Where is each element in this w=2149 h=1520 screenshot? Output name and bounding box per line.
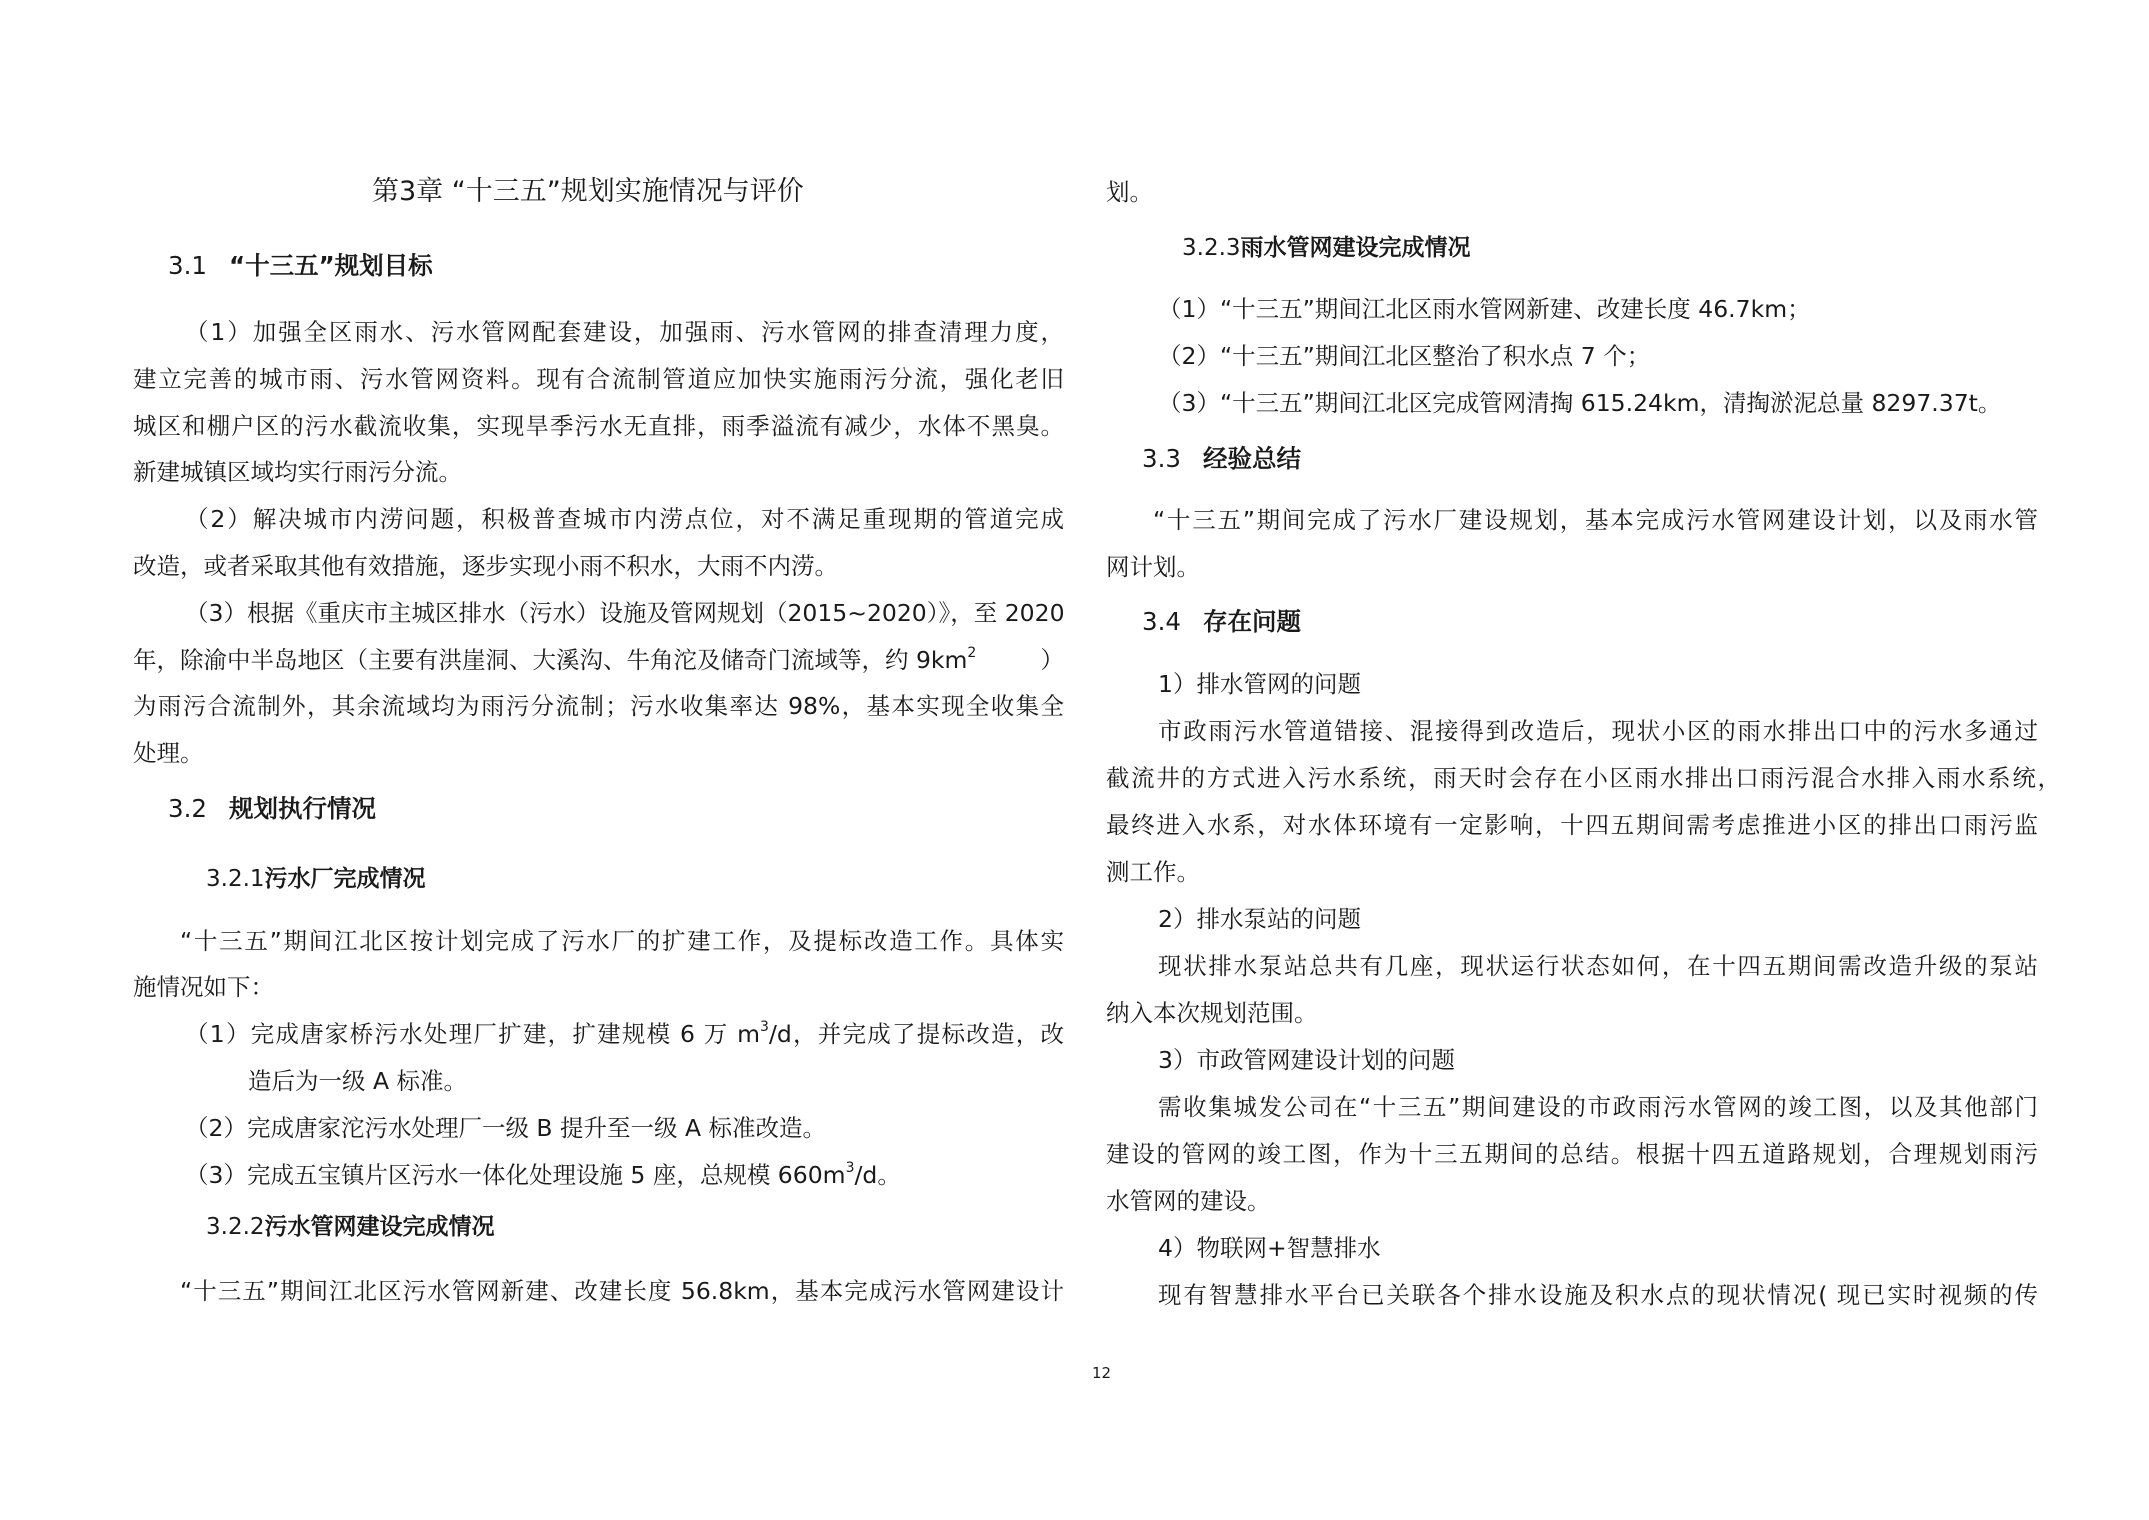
section-heading-3-1: [168, 250, 433, 282]
paragraph-line: 划。: [1106, 178, 1153, 206]
paragraph-line: 最终进入水系，对水体环境有一定影响，十四五期间需考虑推进小区的排出口雨污监: [1106, 811, 2038, 839]
paragraph-text: ）: [1040, 646, 1064, 674]
section-number: 3.2: [168, 794, 207, 823]
subsection-title: 雨水管网建设完成情况: [1240, 235, 1471, 261]
paragraph-line: “十三五”期间江北区污水管网新建、改建长度 56.8km，基本完成污水管网建设计: [180, 1277, 1064, 1305]
paragraph-line: 现有智慧排水平台已关联各个排水设施及积水点的现状情况( 现已实时视频的传: [1158, 1281, 2038, 1309]
problem-heading: 2）排水泵站的问题: [1158, 905, 1361, 933]
section-heading-3-2: [168, 793, 376, 825]
paragraph-line: （1）加强全区雨水、污水管网配套建设，加强雨、污水管网的排查清理力度，: [185, 318, 1064, 346]
paragraph-line: 纳入本次规划范围。: [1106, 999, 1318, 1027]
problem-heading: 4）物联网+智慧排水: [1158, 1234, 1381, 1262]
paragraph-line: 截流井的方式进入污水系统，雨天时会存在小区雨水排出口雨污混合水排入雨水系统，: [1106, 764, 2061, 792]
paragraph-line: “十三五”期间完成了污水厂建设规划，基本完成污水管网建设计划，以及雨水管: [1153, 506, 2038, 534]
section-title: 规划执行情况: [228, 794, 376, 823]
paragraph-line: 建立完善的城市雨、污水管网资料。现有合流制管道应加快实施雨污分流，强化老旧: [133, 365, 1064, 393]
paragraph-line: 现状排水泵站总共有几座，现状运行状态如何，在十四五期间需改造升级的泵站: [1158, 952, 2038, 980]
list-item: （2）完成唐家沱污水处理厂一级 B 提升至一级 A 标准改造。: [185, 1114, 827, 1142]
section-title: “十三五”规划目标: [228, 251, 433, 280]
list-item: （1）完成唐家桥污水处理厂扩建，扩建规模 6 万 $m^3/d$，并完成了提标改造，改: [185, 1019, 1064, 1048]
problem-heading: 3）市政管网建设计划的问题: [1158, 1046, 1455, 1074]
paragraph-line: 施情况如下：: [133, 973, 274, 1001]
problem-heading: 1）排水管网的问题: [1158, 670, 1361, 698]
paragraph-line: 处理。: [133, 739, 204, 767]
list-item: （3）完成五宝镇片区污水一体化处理设施 5 座，总规模 $660m^3/d$。: [185, 1160, 901, 1189]
superscript: 3: [760, 1019, 769, 1036]
list-item: 造后为一级 A 标准。: [248, 1067, 468, 1095]
paragraph-line: 建设的管网的竣工图，作为十三五期间的总结。根据十四五道路规划，合理规划雨污: [1106, 1140, 2038, 1168]
superscript: 3: [845, 1160, 855, 1177]
paragraph-line: 需收集城发公司在“十三五”期间建设的市政雨污水管网的竣工图，以及其他部门: [1158, 1093, 2038, 1121]
paragraph-line: 水管网的建设。: [1106, 1187, 1271, 1215]
subsection-number: 3.2.3: [1182, 235, 1241, 261]
section-title: 存在问题: [1202, 607, 1301, 636]
section-heading-3-4: [1142, 606, 1301, 638]
subsection-heading-3-2-2: [206, 1211, 495, 1243]
paragraph-line: 测工作。: [1106, 858, 1200, 886]
paragraph-text: 年，除渝中半岛地区（主要有洪崖洞、大溪沟、牛角沱及储奇门流域等，约 $9km^2$: [133, 645, 977, 674]
section-number: 3.1: [168, 251, 207, 280]
paragraph-line: 为雨污合流制外，其余流域均为雨污分流制；污水收集率达 98%，基本实现全收集全: [133, 692, 1064, 720]
subsection-heading-3-2-3: [1182, 232, 1471, 264]
list-item: （3）“十三五”期间江北区完成管网清掏 615.24km，清掏淤泥总量 8297.37t。: [1158, 389, 2002, 417]
page-number: 12: [1092, 1364, 1112, 1382]
paragraph-line: （3）根据《重庆市主城区排水（污水）设施及管网规划（2015~2020）》，至 2020: [185, 599, 1065, 627]
paragraph-line: （2）解决城市内涝问题，积极普查城市内涝点位，对不满足重现期的管道完成: [185, 505, 1064, 533]
paragraph-line: 改造，或者采取其他有效措施，逐步实现小雨不积水，大雨不内涝。: [133, 552, 838, 580]
chapter-title: 第3章 “十三五”规划实施情况与评价: [372, 176, 804, 207]
section-heading-3-3: [1142, 443, 1301, 475]
paragraph-line: 新建城镇区域均实行雨污分流。: [133, 458, 462, 486]
paragraph-line: 网计划。: [1106, 553, 1200, 581]
paragraph-line: “十三五”期间江北区按计划完成了污水厂的扩建工作，及提标改造工作。具体实: [180, 927, 1064, 955]
list-item: （1）“十三五”期间江北区雨水管网新建、改建长度 46.7km；: [1158, 295, 1811, 323]
subsection-number: 3.2.2: [206, 1214, 265, 1240]
section-number: 3.4: [1142, 607, 1181, 636]
subsection-heading-3-2-1: [206, 863, 426, 895]
list-item: （2）“十三五”期间江北区整治了积水点 7 个；: [1158, 342, 1651, 370]
subsection-title: 污水厂完成情况: [264, 866, 426, 892]
paragraph-line: [133, 644, 1064, 676]
section-title: 经验总结: [1202, 444, 1301, 473]
subsection-title: 污水管网建设完成情况: [264, 1214, 495, 1240]
paragraph-line: 城区和棚户区的污水截流收集，实现旱季污水无直排，雨季溢流有减少，水体不黑臭。: [133, 412, 1064, 440]
paragraph-line: 市政雨污水管道错接、混接得到改造后，现状小区的雨水排出口中的污水多通过: [1158, 717, 2038, 745]
superscript: 2: [967, 645, 977, 662]
subsection-number: 3.2.1: [206, 866, 265, 892]
section-number: 3.3: [1142, 444, 1181, 473]
